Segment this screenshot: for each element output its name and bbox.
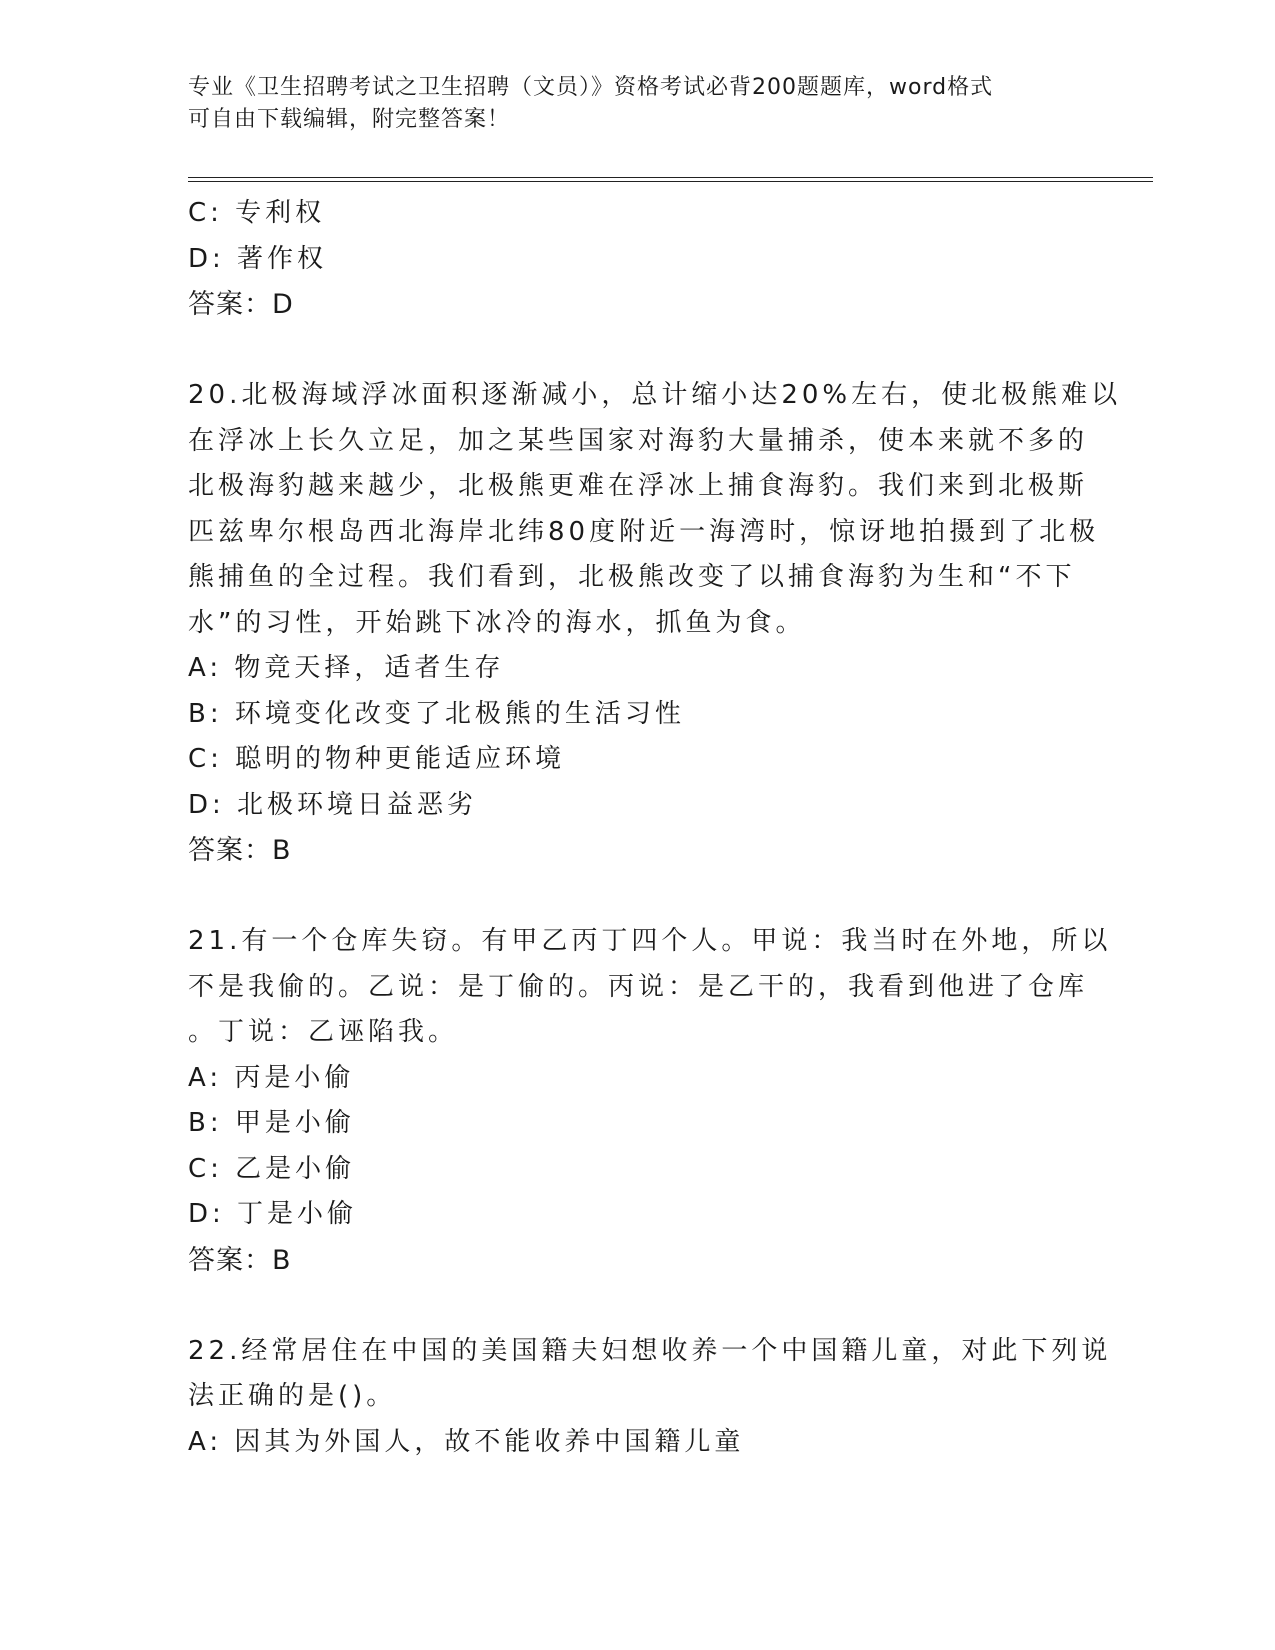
option-d: D: 北极环境日益恶劣 xyxy=(188,789,478,820)
option-d: D: 著作权 xyxy=(188,243,328,274)
question-text-line: 水”的习性，开始跳下冰冷的海水，抓鱼为食。 xyxy=(188,607,806,638)
question-text-line: 熊捕鱼的全过程。我们看到，北极熊改变了以捕食海豹为生和“不下 xyxy=(188,562,1076,592)
document-body xyxy=(188,191,1122,1465)
option-a: A: 丙是小偷 xyxy=(188,1062,355,1093)
answer-line: 答案：B xyxy=(188,835,292,866)
question-text-line: 在浮冰上长久立足，加之某些国家对海豹大量捕杀，使本来就不多的 xyxy=(188,425,1089,456)
question-22 xyxy=(188,1329,1112,1466)
option-c: C: 聪明的物种更能适应环境 xyxy=(188,744,566,774)
answer-line: 答案：D xyxy=(188,289,294,320)
question-text-line: 21.有一个仓库失窃。有甲乙丙丁四个人。甲说：我当时在外地，所以 xyxy=(188,926,1112,956)
question-19-tail xyxy=(188,191,1088,328)
question-21 xyxy=(188,919,1112,1283)
option-a: A: 因其为外国人，故不能收养中国籍儿童 xyxy=(188,1426,745,1457)
question-text-line: 法正确的是()。 xyxy=(188,1381,397,1411)
question-20 xyxy=(188,373,1122,874)
option-a: A: 物竞天择，适者生存 xyxy=(188,653,505,683)
question-text-line: 22.经常居住在中国的美国籍夫妇想收养一个中国籍儿童，对此下列说 xyxy=(188,1335,1112,1366)
spacer xyxy=(188,874,1088,920)
header-title-line-1: 专业《卫生招聘考试之卫生招聘（文员）》资格考试必背200题题库，word格式 xyxy=(188,75,994,100)
option-b: B: 环境变化改变了北极熊的生活习性 xyxy=(188,698,685,729)
question-text-line: 。丁说：乙诬陷我。 xyxy=(188,1017,459,1047)
spacer xyxy=(188,1283,1088,1329)
header-divider xyxy=(188,177,1153,182)
question-text-line: 匹兹卑尔根岛西北海岸北纬80度附近一海湾时，惊讶地拍摄到了北极 xyxy=(188,516,1100,547)
option-d: D: 丁是小偷 xyxy=(188,1199,358,1229)
option-c: C: 专利权 xyxy=(188,198,326,228)
option-c: C: 乙是小偷 xyxy=(188,1153,356,1184)
document-header xyxy=(188,72,1088,136)
question-text-line: 不是我偷的。乙说：是丁偷的。丙说：是乙干的，我看到他进了仓库 xyxy=(188,971,1089,1002)
header-title-line-2: 可自由下载编辑，附完整答案！ xyxy=(188,107,511,132)
question-text-line: 北极海豹越来越少，北极熊更难在浮冰上捕食海豹。我们来到北极斯 xyxy=(188,471,1089,501)
option-b: B: 甲是小偷 xyxy=(188,1108,355,1138)
answer-line: 答案：B xyxy=(188,1244,292,1276)
question-text-line: 20.北极海域浮冰面积逐渐减小，总计缩小达20%左右，使北极熊难以 xyxy=(188,380,1122,410)
spacer xyxy=(188,328,1088,374)
